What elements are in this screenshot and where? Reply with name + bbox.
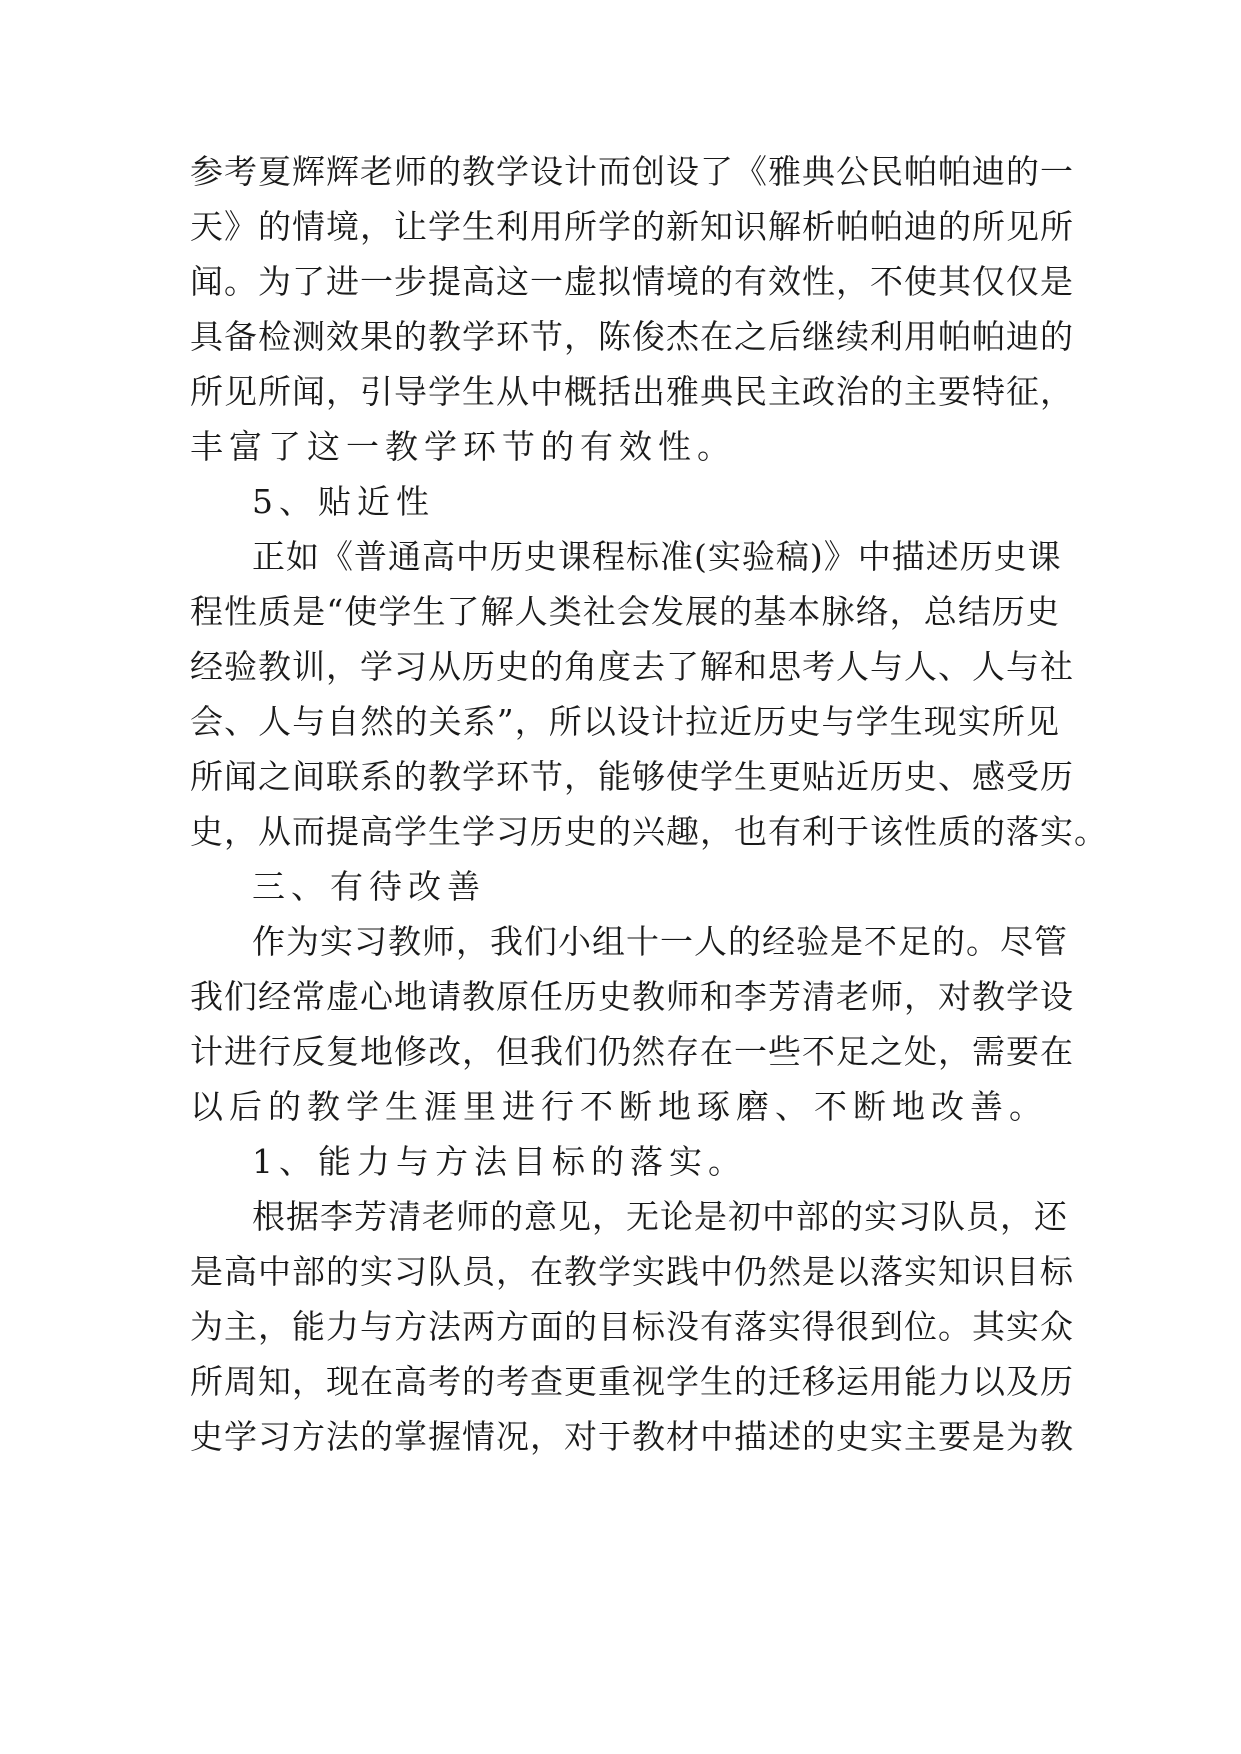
text-line: 会、人与自然的关系”，所以设计拉近历史与学生现实所见 [190, 702, 1060, 741]
text-line: 闻。为了进一步提高这一虚拟情境的有效性，不使其仅仅是 [190, 262, 1074, 301]
section-heading: 1、能力与方法目标的落实。 [252, 1142, 747, 1181]
text-line: 我们经常虚心地请教原任历史教师和李芳清老师，对教学设 [190, 977, 1074, 1016]
text-line: 正如《普通高中历史课程标准(实验稿)》中描述历史课 [252, 537, 1062, 576]
text-line: 具备检测效果的教学环节，陈俊杰在之后继续利用帕帕迪的 [190, 317, 1074, 356]
text-line: 是高中部的实习队员，在教学实践中仍然是以落实知识目标 [190, 1252, 1074, 1291]
text-line: 丰富了这一教学环节的有效性。 [190, 427, 736, 466]
text-line: 史，从而提高学生学习历史的兴趣，也有利于该性质的落实。 [190, 812, 1108, 851]
text-line: 所见所闻，引导学生从中概括出雅典民主政治的主要特征， [190, 372, 1074, 411]
text-line: 为主，能力与方法两方面的目标没有落实得很到位。其实众 [190, 1307, 1074, 1346]
text-line: 所周知，现在高考的考查更重视学生的迁移运用能力以及历 [190, 1362, 1074, 1401]
text-line: 程性质是“使学生了解人类社会发展的基本脉络，总结历史 [190, 592, 1060, 631]
text-line: 参考夏辉辉老师的教学设计而创设了《雅典公民帕帕迪的一 [190, 152, 1074, 191]
text-line: 计进行反复地修改，但我们仍然存在一些不足之处，需要在 [190, 1032, 1074, 1071]
text-line: 史学习方法的掌握情况，对于教材中描述的史实主要是为教 [190, 1417, 1074, 1456]
section-heading: 三、有待改善 [252, 867, 486, 906]
text-line: 以后的教学生涯里进行不断地琢磨、不断地改善。 [190, 1087, 1048, 1126]
text-line: 经验教训，学习从历史的角度去了解和思考人与人、人与社 [190, 647, 1074, 686]
text-line: 根据李芳清老师的意见，无论是初中部的实习队员，还 [252, 1197, 1068, 1236]
text-line: 作为实习教师，我们小组十一人的经验是不足的。尽管 [252, 922, 1068, 961]
section-heading: 5、贴近性 [252, 482, 435, 521]
text-line: 天》的情境，让学生利用所学的新知识解析帕帕迪的所见所 [190, 207, 1074, 246]
text-line: 所闻之间联系的教学环节，能够使学生更贴近历史、感受历 [190, 757, 1074, 796]
